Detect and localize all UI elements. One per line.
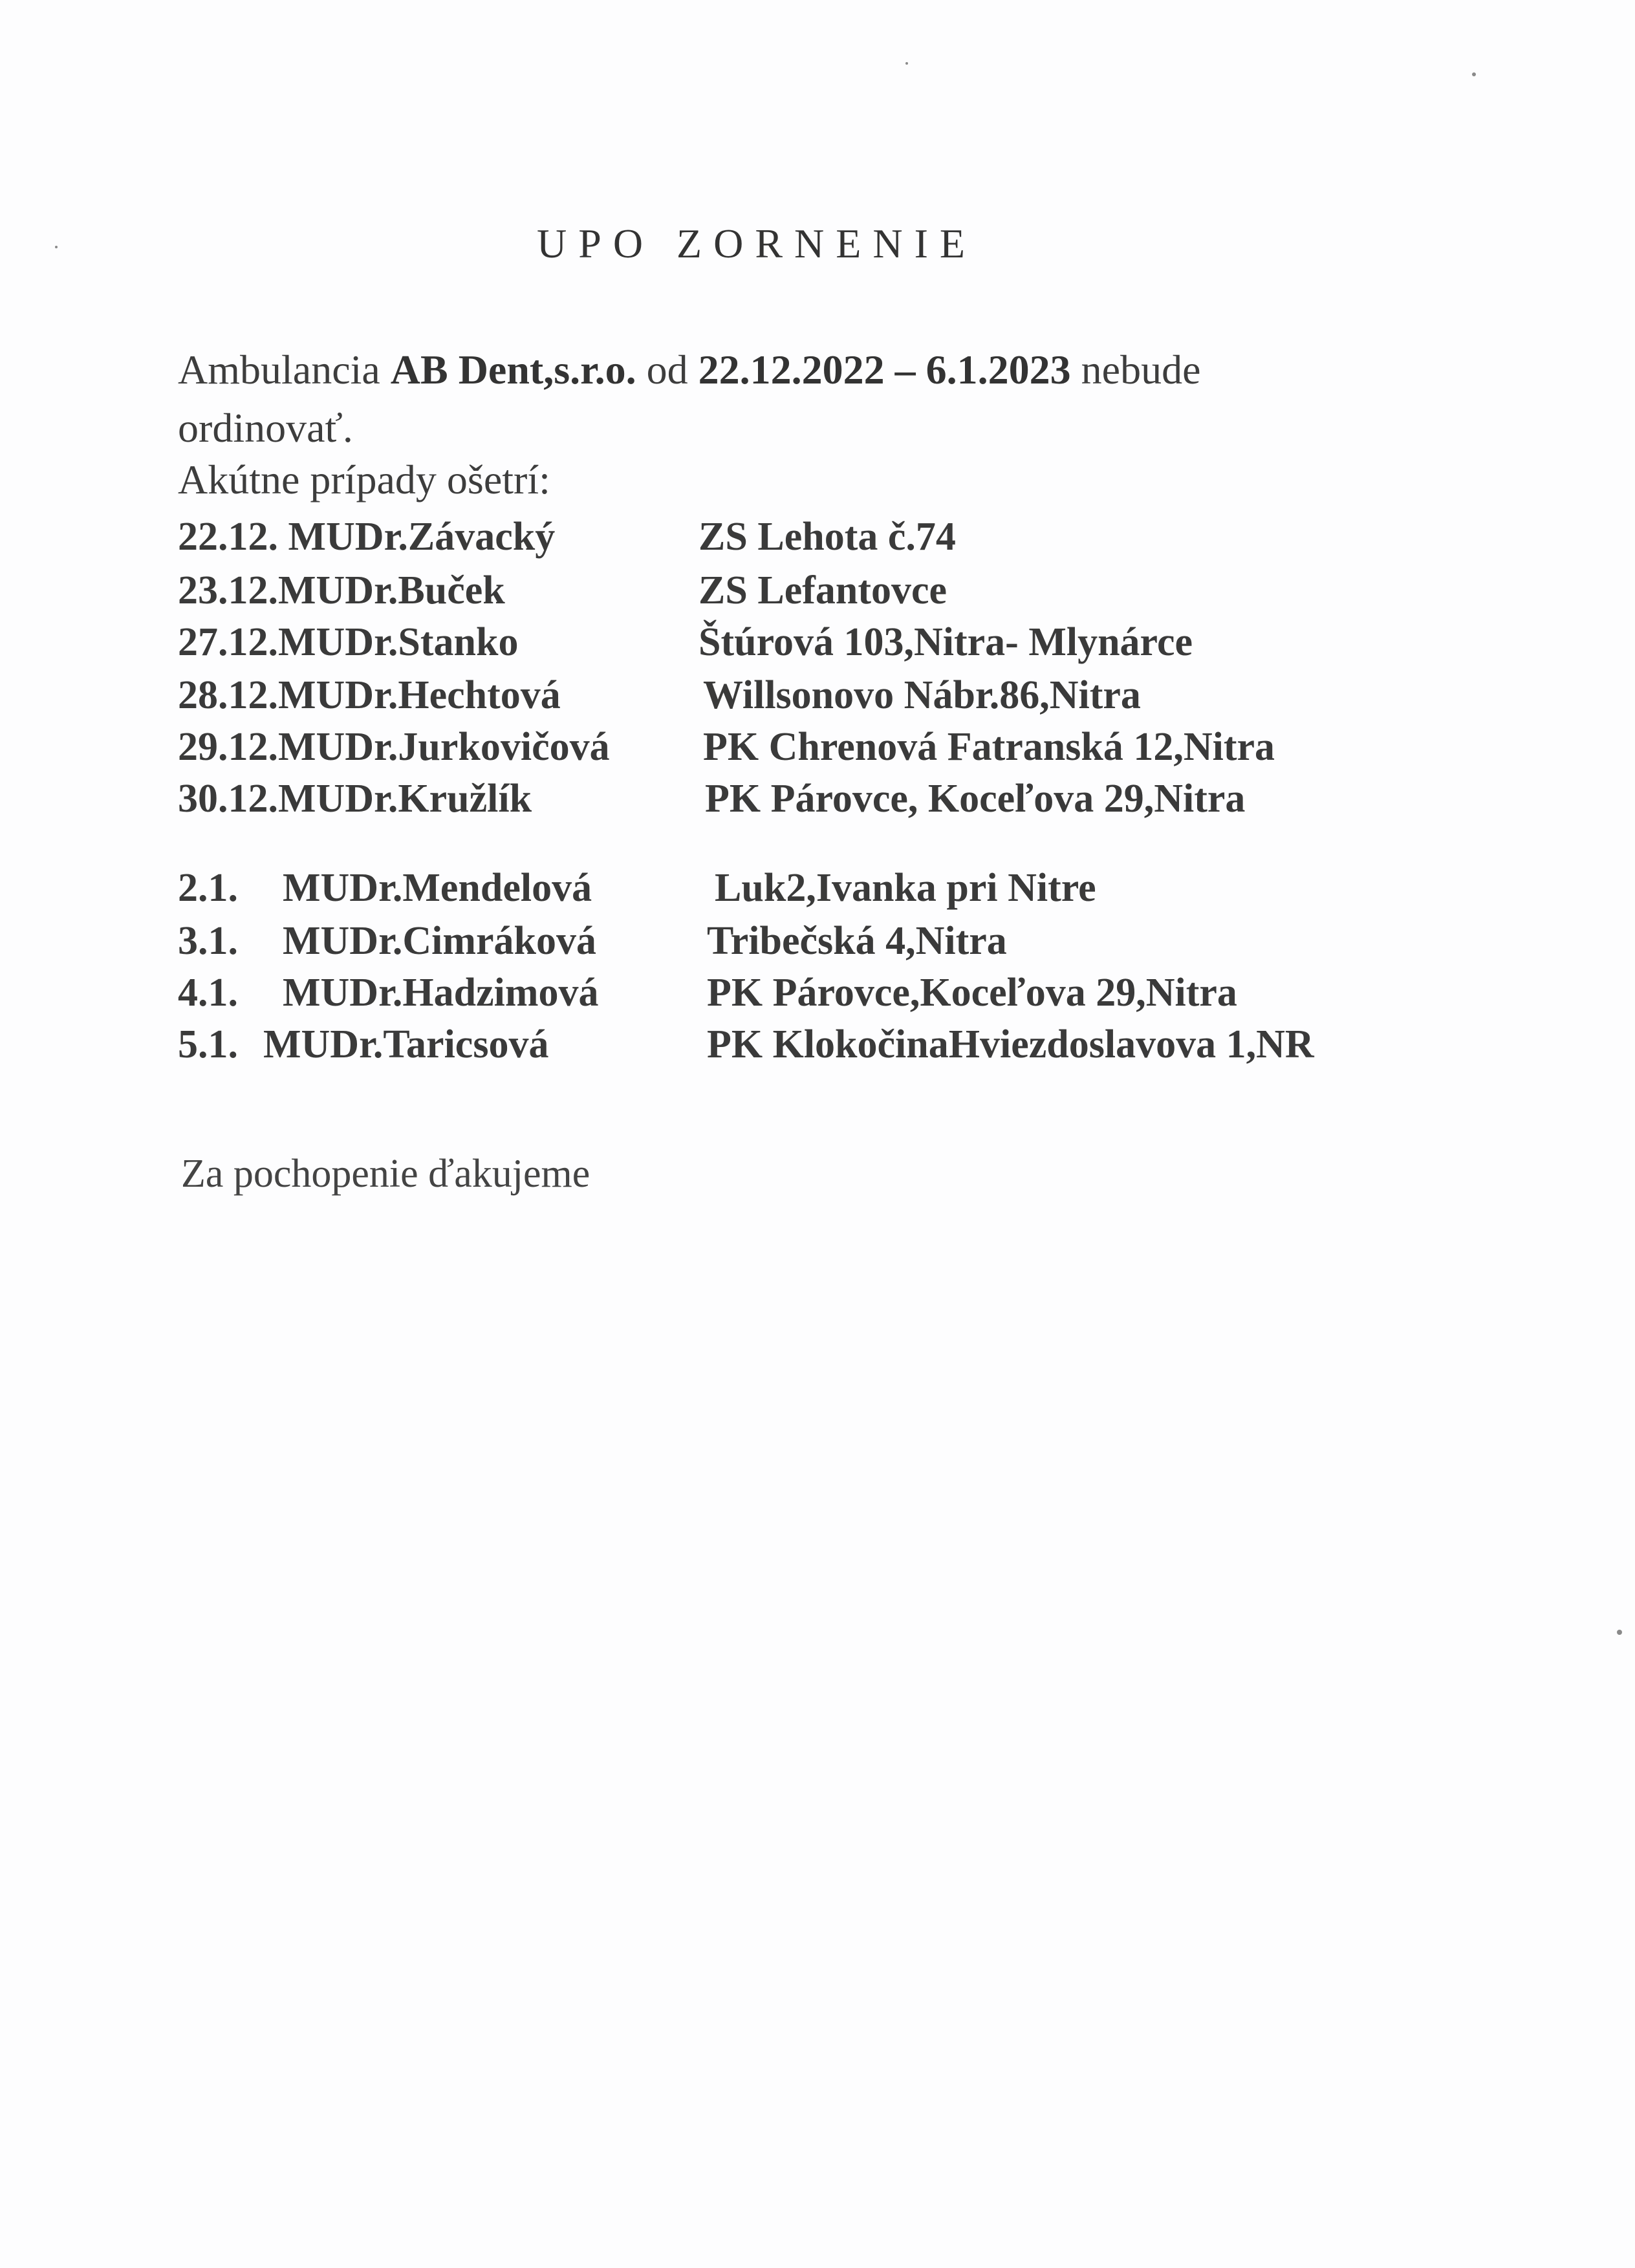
schedule-date: 28.12.: [178, 673, 278, 717]
schedule-address: PK KlokočinaHviezdoslavova 1,NR: [707, 1022, 1314, 1066]
schedule-row: [178, 865, 1536, 911]
schedule-doctor: [178, 918, 596, 964]
schedule-address: Willsonovo Nábr.86,Nitra: [703, 673, 1141, 717]
schedule-date: 2.1.: [178, 866, 238, 910]
schedule-address: PK Párovce,Koceľova 29,Nitra: [707, 971, 1237, 1015]
schedule-doctor: [178, 568, 505, 614]
clinic-name: AB Dent,s.r.o.: [390, 347, 636, 393]
schedule-address: PK Chrenová Fatranská 12,Nitra: [703, 725, 1275, 769]
schedule-address: ZS Lehota č.74: [698, 515, 956, 559]
scan-speck: [1617, 1630, 1622, 1635]
scan-speck: [1472, 72, 1476, 76]
doctor-name: MUDr.Taricsová: [263, 1022, 549, 1066]
intro-text-c: od: [636, 347, 698, 393]
schedule-address: Štúrová 103,Nitra- Mlynárce: [698, 620, 1193, 664]
scan-speck: [55, 246, 58, 248]
schedule-doctor: [178, 514, 555, 560]
schedule-date: 30.12.: [178, 777, 278, 821]
doctor-name: MUDr.Buček: [278, 568, 505, 612]
schedule-date: 29.12.: [178, 725, 278, 769]
doctor-name: MUDr.Kružlík: [278, 777, 532, 821]
schedule-doctor: [178, 620, 519, 665]
doctor-name: MUDr.Mendelová: [283, 866, 592, 910]
schedule-row: [178, 1022, 1536, 1067]
schedule-row: [178, 673, 1536, 718]
closure-dates: 22.12.2022 – 6.1.2023: [698, 347, 1071, 393]
schedule-doctor: [178, 776, 532, 822]
schedule-row: [178, 970, 1536, 1015]
doctor-name: MUDr.Hadzimová: [283, 971, 599, 1015]
schedule-doctor: [178, 970, 599, 1016]
closing-line: Za pochopenie ďakujeme: [181, 1152, 590, 1196]
doctor-name: MUDr.Jurkovičová: [278, 725, 610, 769]
scan-speck: [905, 62, 908, 65]
schedule-doctor: [178, 673, 561, 718]
schedule-date: 22.12.: [178, 515, 288, 559]
intro-line-2: ordinovať.: [178, 405, 353, 451]
schedule-row: [178, 514, 1536, 559]
schedule-address: Tribečská 4,Nitra: [707, 919, 1007, 963]
intro-text-a: Ambulancia: [178, 347, 391, 393]
intro-line-3: Akútne prípady ošetrí:: [178, 457, 550, 502]
schedule-row: [178, 776, 1536, 821]
notice-title: UPO ZORNENIE: [537, 221, 977, 266]
schedule-row: [178, 568, 1536, 613]
schedule-address: ZS Lefantovce: [698, 568, 947, 612]
doctor-name: MUDr.Hechtová: [278, 673, 561, 717]
schedule-date: 23.12.: [178, 568, 278, 612]
doctor-name: MUDr.Závacký: [288, 515, 556, 559]
schedule-row: [178, 918, 1536, 964]
intro-line-1: [178, 349, 1200, 391]
schedule-date: 27.12.: [178, 620, 278, 664]
schedule-date: 5.1.: [178, 1022, 238, 1066]
schedule-row: [178, 724, 1536, 770]
schedule-date: 3.1.: [178, 919, 238, 963]
schedule-address: PK Párovce, Koceľova 29,Nitra: [705, 777, 1246, 821]
schedule-date: 4.1.: [178, 971, 238, 1015]
intro-text-e: nebude: [1070, 347, 1201, 393]
schedule-doctor: [178, 724, 610, 770]
schedule-doctor: [178, 865, 592, 911]
schedule-row: [178, 620, 1536, 665]
doctor-name: MUDr.Stanko: [278, 620, 519, 664]
schedule-doctor: [178, 1022, 548, 1068]
doctor-name: MUDr.Cimráková: [283, 919, 597, 963]
schedule-address: Luk2,Ivanka pri Nitre: [715, 866, 1096, 910]
